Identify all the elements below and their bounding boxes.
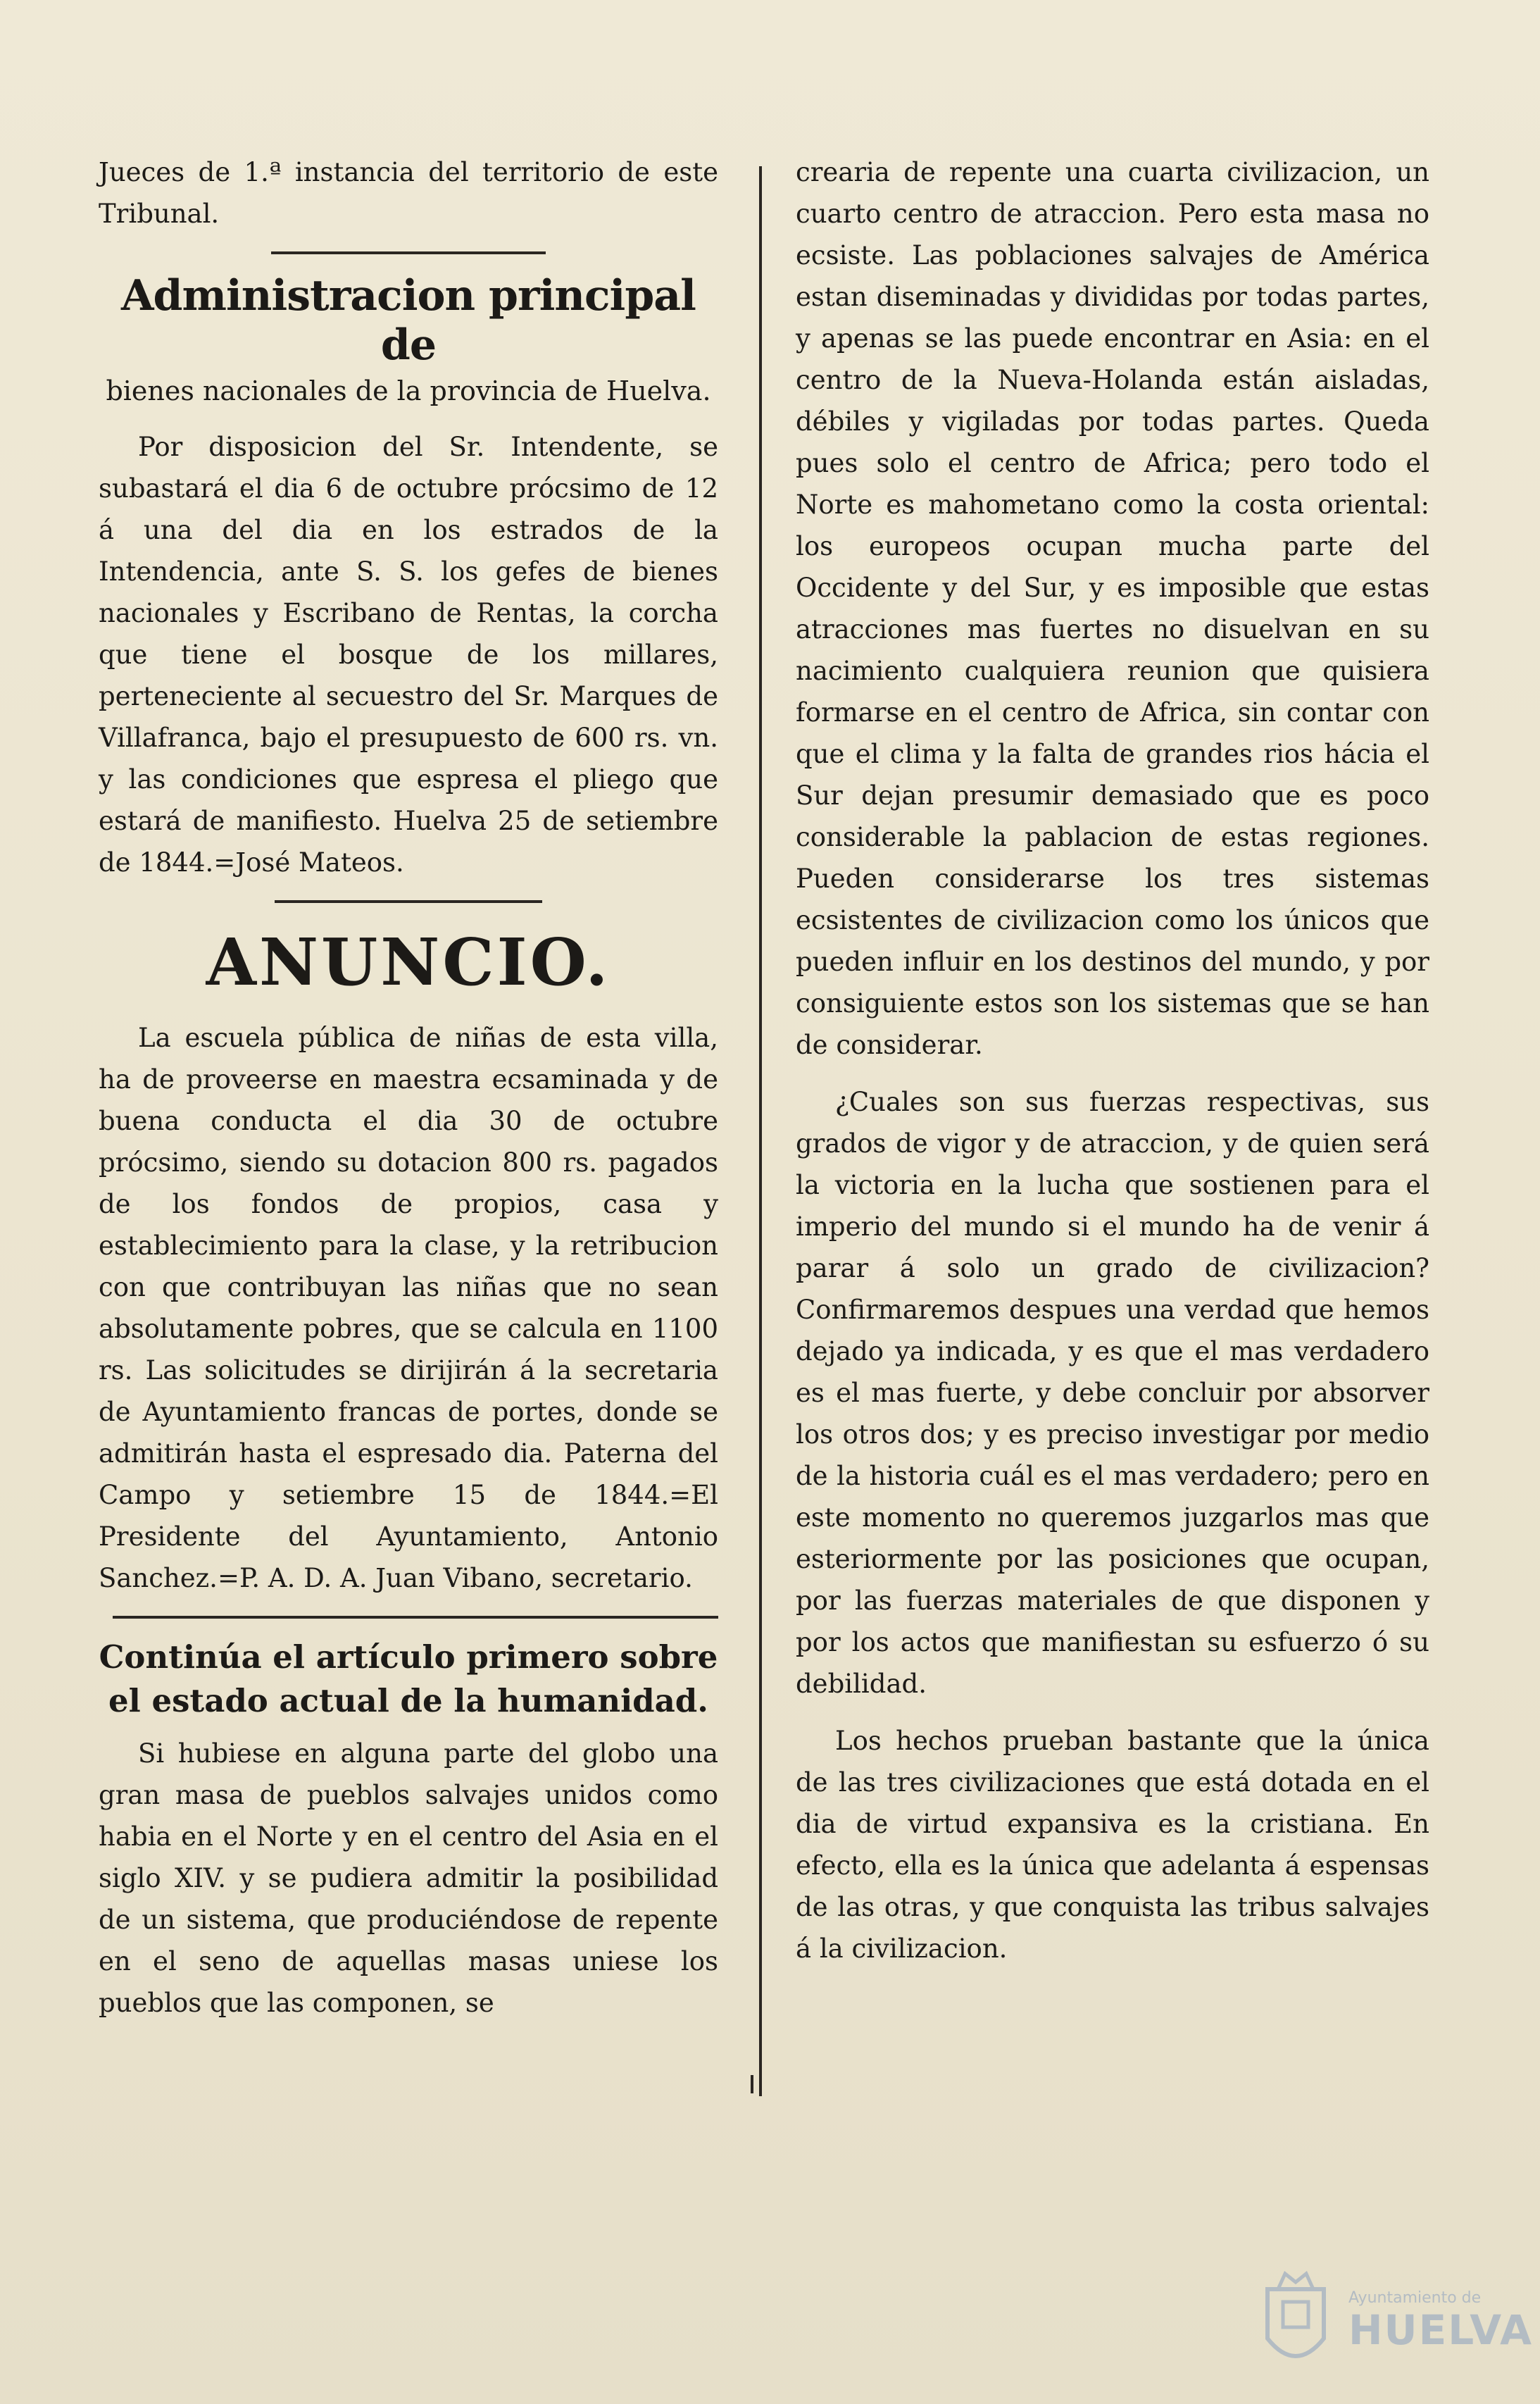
article-paragraph-3: Los hechos prueban bastante que la única de las tres civilizaciones que está dotada en el dia de virtud expansiva es la cristiana. En efecto, ella es la única que adelanta á espensas de las otras, y que conquista las tribus salvajes á la civilizacion.: [796, 1726, 1429, 1964]
column-divider: [759, 166, 762, 2096]
column-divider-tick: [751, 2075, 753, 2093]
continua-heading-line-1: Continúa el artículo primero sobre: [99, 1638, 718, 1676]
continua-body: Si hubiese en alguna parte del globo una gran masa de pueblos salvajes unidos como habia en el Norte y en el centro del Asia en el siglo XIV. y se pudiera admitir la posibilidad de un sistema, que produciéndose de repente en el seno de aquellas masas uniese los pueblos que las componen, se: [99, 1738, 718, 2018]
continua-heading-line-2: el estado actual de la humanidad.: [108, 1682, 708, 1719]
continua-heading: [99, 1636, 718, 1723]
watermark-small-text: Ayuntamiento de: [1348, 2289, 1482, 2307]
ayuntamiento-watermark: [1253, 2261, 1534, 2381]
separator-rule: [271, 251, 546, 254]
article-paragraph-1: crearia de repente una cuarta civilizacion, un cuarto centro de atraccion. Pero esta masa no ecsiste. Las poblaciones salvajes de América estan diseminadas y divididas por todas partes, y apenas se las puede encontrar en Asia: en el centro de la Nueva-Holanda están aisladas, débiles y vigiladas por todas partes. Queda pues solo el centro de Africa; pero todo el Norte es mahometano como la costa oriental: los europeos ocupan mucha parte del Occidente y del Sur, y es imposible que estas atracciones mas fuertes no disuelvan en su nacimiento cualquiera reunion que quisiera formarse en el centro de Africa, sin contar con que el clima y la falta de grandes rios hácia el Sur dejan presumir demasiado que es poco considerable la pablacion de estas regiones. Pueden considerarse los tres sistemas ecsistentes de civilizacion como los únicos que pueden influir en los destinos del mundo, y por consiguiente estos son los sistemas que se han de considerar.: [796, 157, 1429, 1060]
left-column: [99, 151, 718, 2024]
coat-of-arms-icon: [1253, 2261, 1338, 2381]
separator-rule: [113, 1616, 718, 1619]
watermark-big-text: HUELVA: [1348, 2306, 1534, 2354]
admin-heading: Administracion principal de: [121, 271, 696, 370]
anuncio-heading: ANUNCIO.: [206, 924, 611, 1000]
right-column: [796, 151, 1429, 1969]
anuncio-body: La escuela pública de niñas de esta villa, ha de proveerse en maestra ecsaminada y de buena conducta el dia 30 de octubre prócsimo, siendo su dotacion 800 rs. pagados de los fondos de propios, casa y establecimiento para la clase, y la retribucion con que contribuyan las niñas que no sean absolutamente pobres, que se calcula en 1100 rs. Las solicitudes se dirijirán á la secretaria de Ayuntamiento francas de portes, donde se admitirán hasta el espresado dia. Paterna del Campo y setiembre 15 de 1844.=El Presidente del Ayuntamiento, Antonio Sanchez.=P. A. D. A. Juan Vibano, secretario.: [99, 1023, 718, 1593]
intro-text: Jueces de 1.ª instancia del territorio de este Tribunal.: [99, 157, 718, 229]
separator-rule: [275, 900, 542, 903]
article-paragraph-2: ¿Cuales son sus fuerzas respectivas, sus grados de vigor y de atraccion, y de quien será la victoria en la lucha que sostienen para el imperio del mundo si el mundo ha de venir á parar á solo un grado de civilizacion? Confirmaremos despues una verdad que hemos dejado ya indicada, y es que el mas verdadero es el mas fuerte, y debe concluir por absorver los otros dos; y es preciso investigar por medio de la historia cuál es el mas verdadero; pero en este momento no queremos juzgarlos mas que esteriormente por las posiciones que ocupan, por las fuerzas materiales de que disponen y por los actos que manifiestan su esfuerzo ó su debilidad.: [796, 1087, 1429, 1699]
admin-body: Por disposicion del Sr. Intendente, se subastará el dia 6 de octubre prócsimo de 12 á una del dia en los estrados de la Intendencia, ante S. S. los gefes de bienes nacionales y Escribano de Rentas, la corcha que tiene el bosque de los millares, perteneciente al secuestro del Sr. Marques de Villafranca, bajo el presupuesto de 600 rs. vn. y las condiciones que espresa el pliego que estará de manifiesto. Huelva 25 de setiembre de 1844.=José Mateos.: [99, 432, 718, 878]
admin-subheading: bienes nacionales de la provincia de Huelva.: [106, 375, 711, 406]
